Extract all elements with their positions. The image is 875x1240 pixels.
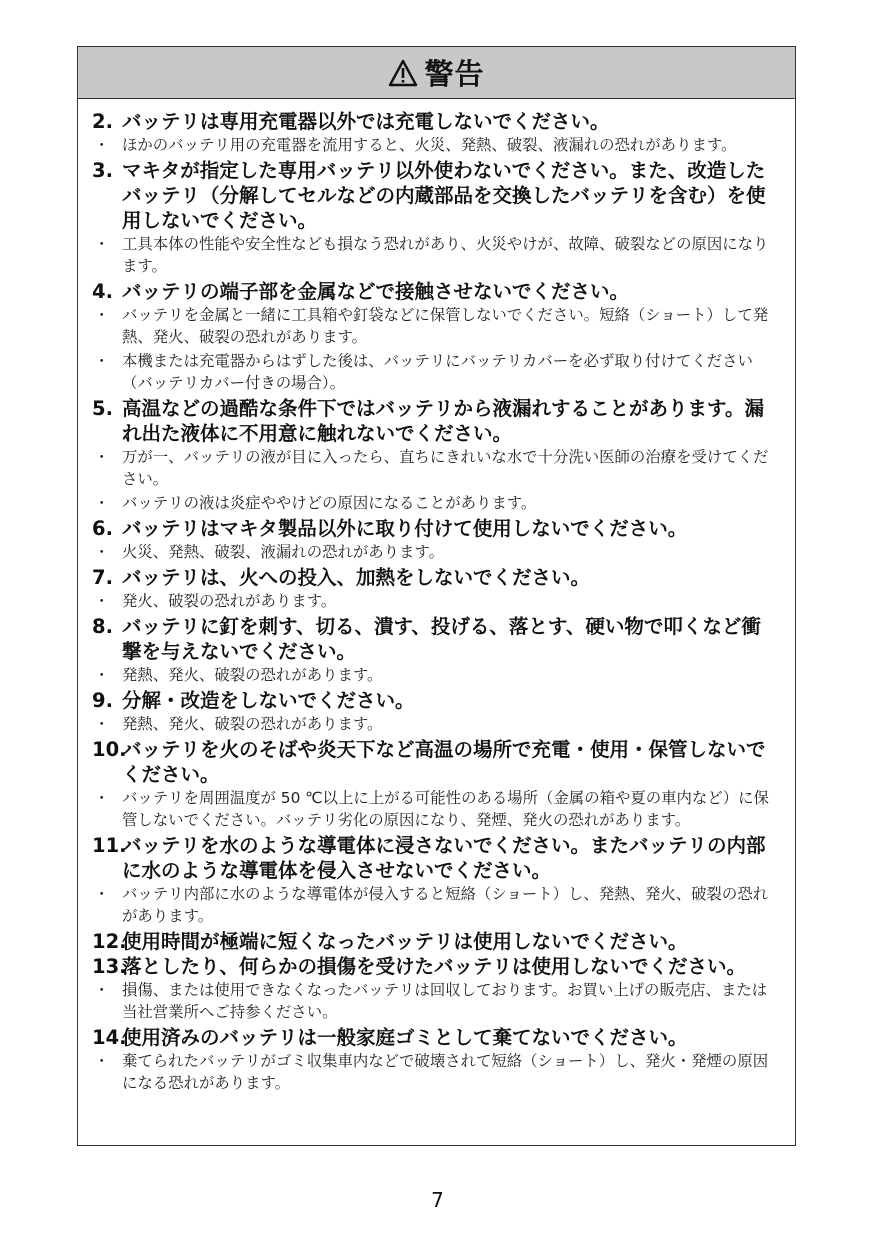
item-number: 13. — [92, 955, 127, 978]
item-note — [92, 134, 777, 156]
item-note — [92, 787, 777, 831]
warning-title: 警告 — [424, 57, 485, 91]
warning-item — [92, 516, 777, 541]
warning-item — [92, 279, 777, 304]
item-text: バッテリの端子部を金属などで接触させないでください。 — [122, 280, 630, 303]
item-number: 4. — [92, 280, 113, 303]
note-text: バッテリ内部に水のような導電体が侵入すると短絡（ショート）し、発熱、発火、破裂の恐れがあります。 — [122, 885, 769, 925]
note-text: 損傷、または使用できなくなったバッテリは回収しております。お買い上げの販売店、または当社営業所へご持参ください。 — [122, 981, 768, 1021]
note-bullet: ・ — [94, 885, 110, 903]
item-text: 使用済みのバッテリは一般家庭ゴミとして棄てないでください。 — [122, 1026, 688, 1049]
item-note — [92, 541, 777, 563]
item-number: 8. — [92, 615, 113, 638]
item-number: 9. — [92, 689, 113, 712]
warning-item — [92, 954, 777, 979]
warning-triangle-icon — [388, 59, 418, 87]
warning-box — [77, 46, 796, 1146]
item-note — [92, 590, 777, 612]
item-text: 高温などの過酷な条件下ではバッテリから液漏れすることがあります。漏れ出た液体に不用意に触れないでください。 — [122, 397, 764, 445]
note-text: 火災、発熱、破裂、液漏れの恐れがあります。 — [122, 543, 444, 561]
note-bullet: ・ — [94, 666, 110, 684]
item-note — [92, 446, 777, 490]
note-text: 棄てられたバッテリがゴミ収集車内などで破壊されて短絡（ショート）し、発火・発煙の原因になる恐れがあります。 — [122, 1052, 769, 1092]
note-bullet: ・ — [94, 448, 110, 466]
note-bullet: ・ — [94, 592, 110, 610]
note-text: 発熱、発火、破裂の恐れがあります。 — [122, 715, 383, 733]
item-number: 14. — [92, 1026, 127, 1049]
item-text: マキタが指定した専用バッテリ以外使わないでください。また、改造したバッテリ（分解してセルなどの内蔵部品を交換したバッテリを含む）を使用しないでください。 — [122, 159, 766, 232]
note-text: バッテリの液は炎症ややけどの原因になることがあります。 — [122, 494, 537, 512]
note-bullet: ・ — [94, 981, 110, 999]
item-text: バッテリはマキタ製品以外に取り付けて使用しないでください。 — [122, 517, 688, 540]
item-note — [92, 492, 777, 514]
page-number: 7 — [431, 1188, 444, 1212]
warning-header — [78, 47, 795, 99]
item-note — [92, 1050, 777, 1094]
item-note — [92, 979, 777, 1023]
item-number: 2. — [92, 110, 113, 133]
item-text: 使用時間が極端に短くなったバッテリは使用しないでください。 — [122, 930, 688, 953]
warning-item — [92, 565, 777, 590]
warning-item — [92, 396, 777, 446]
note-text: 工具本体の性能や安全性なども損なう恐れがあり、火災やけが、故障、破裂などの原因になります。 — [122, 235, 769, 275]
note-bullet: ・ — [94, 306, 110, 324]
item-note — [92, 350, 777, 394]
note-text: ほかのバッテリ用の充電器を流用すると、火災、発熱、破裂、液漏れの恐れがあります。 — [122, 136, 737, 154]
item-text: 分解・改造をしないでください。 — [122, 689, 415, 712]
item-note — [92, 664, 777, 686]
note-bullet: ・ — [94, 543, 110, 561]
note-bullet: ・ — [94, 715, 110, 733]
note-bullet: ・ — [94, 1052, 110, 1070]
note-bullet: ・ — [94, 789, 110, 807]
note-bullet: ・ — [94, 235, 110, 253]
item-text: バッテリを水のような導電体に浸さないでください。またバッテリの内部に水のような導電体を侵入させないでください。 — [122, 834, 766, 882]
note-bullet: ・ — [94, 494, 110, 512]
item-number: 3. — [92, 159, 113, 182]
item-note — [92, 233, 777, 277]
warning-item — [92, 158, 777, 233]
item-text: バッテリは、火への投入、加熱をしないでください。 — [122, 566, 591, 589]
item-number: 11. — [92, 834, 127, 857]
note-text: 発火、破裂の恐れがあります。 — [122, 592, 337, 610]
warning-item — [92, 1025, 777, 1050]
item-number: 7. — [92, 566, 113, 589]
item-text: バッテリに釘を刺す、切る、潰す、投げる、落とす、硬い物で叩くなど衝撃を与えないでください。 — [122, 615, 761, 663]
item-number: 5. — [92, 397, 113, 420]
warning-item — [92, 614, 777, 664]
item-text: バッテリを火のそばや炎天下など高温の場所で充電・使用・保管しないでください。 — [122, 738, 766, 786]
item-text: バッテリは専用充電器以外では充電しないでください。 — [122, 110, 610, 133]
item-note — [92, 883, 777, 927]
note-bullet: ・ — [94, 136, 110, 154]
note-text: バッテリを周囲温度が 50 ℃以上に上がる可能性のある場所（金属の箱や夏の車内など）に保管しないでください。バッテリ劣化の原因になり、発煙、発火の恐れがあります。 — [122, 789, 769, 829]
note-bullet: ・ — [94, 352, 110, 370]
warning-item — [92, 737, 777, 787]
item-text: 落としたり、何らかの損傷を受けたバッテリは使用しないでください。 — [122, 955, 747, 978]
item-note — [92, 713, 777, 735]
note-text: 万が一、バッテリの液が目に入ったら、直ちにきれいな水で十分洗い医師の治療を受けてください。 — [122, 448, 769, 488]
note-text: 本機または充電器からはずした後は、バッテリにバッテリカバーを必ず取り付けてください（バッテリカバー付きの場合）。 — [122, 352, 753, 392]
item-number: 6. — [92, 517, 113, 540]
item-number: 12. — [92, 930, 127, 953]
item-number: 10. — [92, 738, 127, 761]
warning-item — [92, 929, 777, 954]
warning-list — [78, 99, 795, 1094]
warning-item — [92, 109, 777, 134]
note-text: バッテリを金属と一緒に工具箱や釘袋などに保管しないでください。短絡（ショート）して発熱、発火、破裂の恐れがあります。 — [122, 306, 769, 346]
note-text: 発熱、発火、破裂の恐れがあります。 — [122, 666, 383, 684]
item-note — [92, 304, 777, 348]
warning-item — [92, 833, 777, 883]
warning-item — [92, 688, 777, 713]
